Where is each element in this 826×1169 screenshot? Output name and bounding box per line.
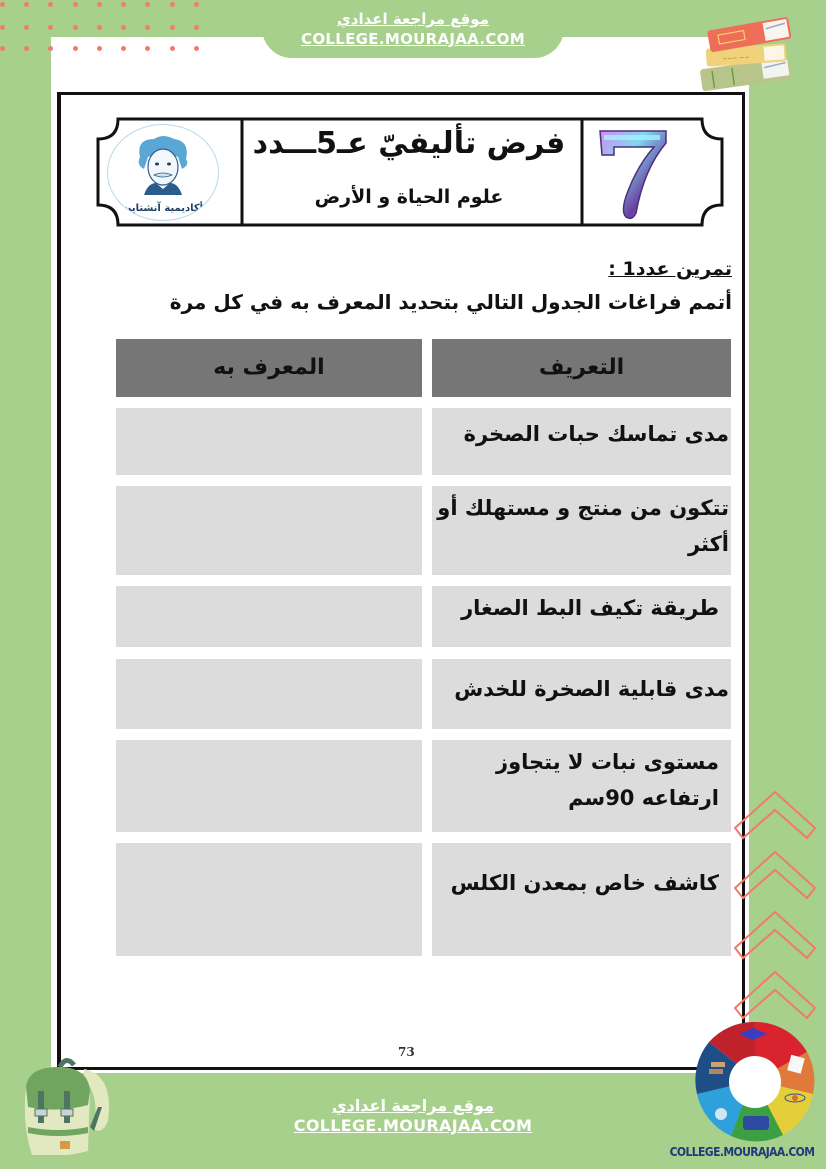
site-banner-bottom[interactable]: [262, 1074, 564, 1169]
definition-cell: مدى تماسك حبات الصخرة: [432, 408, 731, 475]
wheel-caption[interactable]: COLLEGE.MOURAJAA.COM: [669, 1145, 815, 1159]
exercise-label: تمرين عدد1 :: [608, 258, 732, 280]
answer-cell[interactable]: [116, 586, 422, 647]
site-banner-arabic[interactable]: موقع مراجعة اعدادي: [331, 1096, 495, 1115]
table-row: [116, 586, 731, 647]
logo-caption: أكاديمية آنشتاين: [122, 203, 204, 214]
site-banner-url[interactable]: COLLEGE.MOURAJAA.COM: [293, 1116, 533, 1135]
definition-cell: طريقة تكيف البط الصغار: [432, 586, 731, 647]
subject-title: علوم الحياة و الأرض: [314, 186, 504, 208]
answer-cell[interactable]: [116, 659, 422, 729]
site-banner-url[interactable]: COLLEGE.MOURAJAA.COM: [301, 30, 525, 48]
answer-cell[interactable]: [116, 843, 422, 956]
definition-cell: تتكون من منتج و مستهلك أو أكثر: [432, 486, 731, 575]
answer-cell[interactable]: [116, 408, 422, 475]
definition-cell: مستوى نبات لا يتجاوز ارتفاعه 90سم: [432, 740, 731, 832]
site-banner-top[interactable]: [262, 0, 564, 58]
svg-text:~~~ ~~: ~~~ ~~: [722, 53, 750, 63]
definition-cell: مدى قابلية الصخرة للخدش: [432, 659, 731, 729]
definition-cell: كاشف خاص بمعدن الكلس: [432, 843, 731, 956]
backpack-icon: [14, 1055, 114, 1155]
table-row: [116, 740, 731, 832]
table-row: [116, 659, 731, 729]
page-title: فرض تأليفيّ عـ5ـــدد: [252, 126, 566, 161]
books-stack-icon: [692, 8, 802, 94]
table-row: [116, 408, 731, 475]
chevron-up-icon: [733, 790, 823, 1040]
header-definition: التعريف: [432, 339, 731, 397]
einstein-portrait-icon: [134, 135, 192, 195]
dot-pattern-row: [0, 46, 210, 54]
table-header-row: [116, 339, 731, 397]
exercise-instruction: أتمم فراغات الجدول التالي بتحديد المعرف به في كل مرة: [169, 290, 732, 314]
table-row: [116, 486, 731, 575]
answer-cell[interactable]: [116, 740, 422, 832]
education-wheel-icon: [695, 1022, 815, 1142]
table-row: [116, 843, 731, 956]
answer-cell[interactable]: [116, 486, 422, 575]
academy-logo: [107, 124, 219, 221]
page-number: 73: [398, 1045, 415, 1059]
header-defined-term: المعرف به: [116, 339, 422, 397]
number-seven-badge: [596, 121, 671, 223]
site-banner-arabic[interactable]: موقع مراجعة اعدادي: [337, 10, 489, 28]
